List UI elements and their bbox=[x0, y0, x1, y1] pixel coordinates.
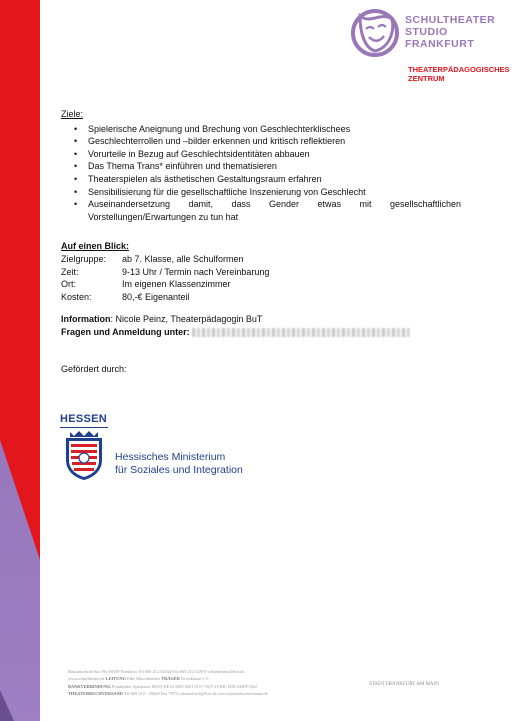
goal-text: Das Thema Trans* einführen und thematisieren bbox=[88, 161, 277, 172]
footer-label: THEATERBUCHVERSAND bbox=[68, 691, 124, 697]
glance-row-location bbox=[61, 278, 461, 291]
goal-text: Geschlechterrollen und –bilder erkennen und kritisch reflektieren bbox=[88, 136, 346, 147]
goals-heading: Ziele: bbox=[61, 109, 84, 119]
glance-value: Im eigenen Klassenzimmer bbox=[122, 279, 231, 290]
logo-title-line: FRANKFURT bbox=[405, 38, 475, 50]
glance-row-cost bbox=[61, 291, 461, 304]
glance-label: Zeit: bbox=[61, 266, 79, 277]
bullet-icon: • bbox=[74, 199, 78, 210]
logo-subtitle-line: ZENTRUM bbox=[408, 74, 445, 83]
goal-text-continued: Vorstellungen/Erwartungen zu tun hat bbox=[88, 211, 239, 222]
goal-text: Theaterspielen als ästhetischen Gestaltungsraum erfahren bbox=[88, 173, 322, 184]
schultheater-logo bbox=[348, 4, 508, 104]
hessen-ministry-logo bbox=[58, 413, 246, 485]
logo-subtitle bbox=[408, 65, 510, 83]
glance-value: ab 7. Klasse, alle Schulformen bbox=[122, 253, 244, 264]
bullet-icon: • bbox=[74, 123, 78, 134]
footer-label: LEITUNG bbox=[105, 676, 126, 682]
ministry-name bbox=[115, 451, 243, 477]
glance-row-target-group bbox=[61, 253, 461, 266]
footer-value: Frankfurter Sparkasse IBAN DE34 5005 0201 0157 9519 25 BIC HELADEF1822 bbox=[111, 683, 257, 689]
goal-text: Auseinandersetzung damit, dass Gender etwas mit gesellschaftlichen bbox=[88, 199, 461, 210]
glance-value: 9-13 Uhr / Termin nach Vereinbarung bbox=[122, 266, 270, 277]
glance-row-time bbox=[61, 266, 461, 279]
glance-label: Zielgruppe: bbox=[61, 253, 107, 264]
information-value: : Nicole Peinz, Theaterpädagogin BuT bbox=[110, 314, 263, 325]
goal-text: Spielerische Aneignung und Brechung von Geschlechterklischees bbox=[88, 123, 351, 134]
bullet-icon: • bbox=[74, 173, 78, 184]
redacted-contact bbox=[192, 328, 410, 337]
footer-label: TRÄGER bbox=[161, 676, 180, 682]
goal-item bbox=[74, 160, 461, 173]
footer-value: Kreisklasse e.V. bbox=[181, 676, 210, 682]
logo-title bbox=[405, 14, 514, 50]
hessen-rule bbox=[60, 427, 108, 428]
theatre-mask-icon bbox=[348, 4, 404, 60]
glance-heading: Auf einen Blick: bbox=[61, 241, 130, 252]
bullet-icon: • bbox=[74, 186, 78, 197]
goal-item bbox=[74, 198, 461, 223]
logo-subtitle-line: THEATERPÄDAGOGISCHES bbox=[408, 65, 510, 74]
bullet-icon: • bbox=[74, 136, 78, 147]
information-label: Information bbox=[61, 314, 111, 325]
funded-by-label: Gefördert durch: bbox=[61, 363, 127, 374]
ministry-name-line: für Soziales und Integration bbox=[115, 464, 243, 476]
flyer-content bbox=[61, 108, 461, 375]
logo-title-line: SCHULTHEATER bbox=[405, 14, 496, 26]
stadt-frankfurt-logo: STADT FRANKFURT AM MAIN bbox=[369, 682, 439, 687]
glance-label: Kosten: bbox=[61, 291, 92, 302]
goal-item bbox=[74, 186, 461, 199]
registration-line bbox=[61, 326, 461, 339]
hessen-coat-of-arms-icon bbox=[60, 430, 108, 482]
footer-value: Elke Maschlember bbox=[127, 676, 161, 682]
footer-label: BANKVERBINDUNG bbox=[68, 683, 111, 689]
footer-imprint bbox=[68, 668, 268, 698]
bullet-icon: • bbox=[74, 148, 78, 159]
ministry-name-line: Hessisches Ministerium bbox=[115, 451, 226, 463]
bullet-icon: • bbox=[74, 161, 78, 172]
footer-line: Hausanschrift/Sitz Fly 60439 Frankfurt Tel 069 212 32844 Fax 069 212 32870 schultheater@live.de bbox=[68, 669, 245, 674]
goal-text: Vorurteile in Bezug auf Geschlechtsidentitäten abbauen bbox=[88, 148, 310, 159]
footer-line bbox=[68, 683, 268, 690]
glance-value: 80,-€ Eigenanteil bbox=[122, 291, 190, 302]
hessen-wordmark: HESSEN bbox=[60, 413, 108, 425]
goals-list bbox=[61, 123, 461, 224]
goal-text: Sensibilisierung für die gesellschaftliche Inszenierung von Geschlecht bbox=[88, 186, 366, 197]
footer-website: www.schultheater.de bbox=[68, 676, 105, 682]
logo-title-line: STUDIO bbox=[405, 26, 448, 38]
goal-item bbox=[74, 148, 461, 161]
information-line bbox=[61, 313, 461, 326]
footer-line bbox=[68, 690, 268, 697]
decorative-side-band bbox=[0, 0, 40, 721]
footer-value: Tel 069 212 - 30648 Fax 79752 theaterbuch@live.de www.theaterbuchversand.de bbox=[124, 691, 268, 697]
footer-line bbox=[68, 675, 268, 682]
glance-label: Ort: bbox=[61, 279, 76, 290]
registration-label: Fragen und Anmeldung unter: bbox=[61, 326, 190, 337]
goal-item bbox=[74, 135, 461, 148]
goal-item bbox=[74, 123, 461, 136]
goal-item bbox=[74, 173, 461, 186]
